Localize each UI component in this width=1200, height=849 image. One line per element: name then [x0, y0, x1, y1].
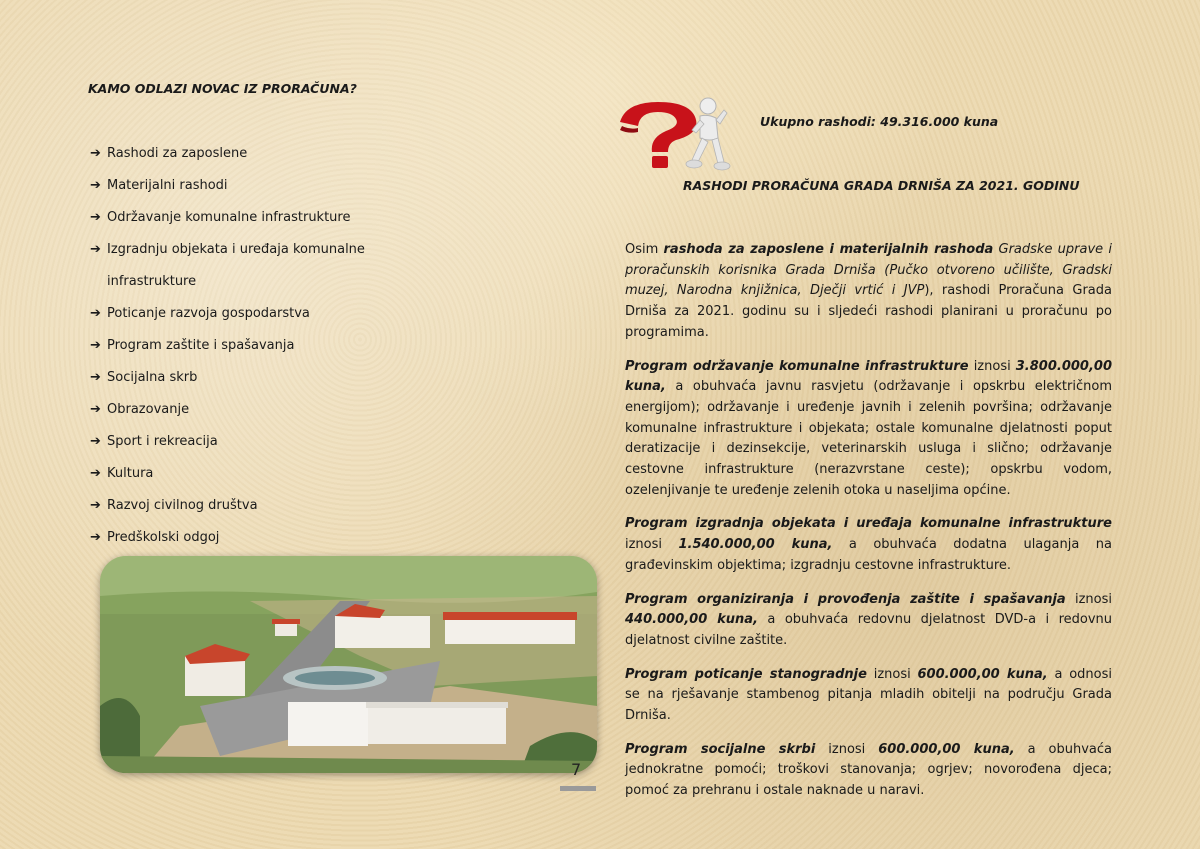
arrow-right-icon: ➔: [90, 146, 101, 161]
list-item: ➔ Izgradnju objekata i uređaja komunalne: [90, 239, 365, 271]
page-number: 7: [571, 760, 582, 779]
arrow-right-icon: ➔: [90, 370, 101, 385]
arrow-right-icon: ➔: [90, 498, 101, 513]
arrow-right-icon: ➔: [90, 466, 101, 481]
water-treatment-plant-photo: [100, 556, 597, 773]
list-item: ➔ Program zaštite i spašavanja: [90, 335, 365, 367]
list-item: ➔ Razvoj civilnog društva: [90, 495, 365, 527]
list-item: ➔ Održavanje komunalne infrastrukture: [90, 207, 365, 239]
list-item: ➔ Poticanje razvoja gospodarstva: [90, 303, 365, 335]
list-item: ➔ Rashodi za zaposlene: [90, 143, 365, 175]
paragraph-program: Program socijalne skrbi iznosi 600.000,00 kuna, a obuhvaća jednokratne pomoći; troškovi stanovanja; ogrjev; novorođena djeca; pomoć za prehranu i ostale naknade u naravi.: [625, 741, 1112, 799]
arrow-right-icon: ➔: [90, 210, 101, 225]
question-mark-figure-icon: [612, 96, 732, 174]
paragraph-program: Program poticanje stanogradnje iznosi 600.000,00 kuna, a odnosi se na rješavanje stambenog pitanja mladih obitelji na području Grada Drniša.: [625, 666, 1113, 724]
list-item: ➔ Sport i rekreacija: [90, 431, 365, 463]
list-item: ➔ Predškolski odgoj: [90, 527, 365, 559]
page-number-bar: [560, 786, 596, 791]
program-list: [90, 143, 365, 559]
list-item: ➔ Socijalna skrb: [90, 367, 365, 399]
list-item: ➔ Obrazovanje: [90, 399, 365, 431]
paragraph-intro: Osim rashoda za zaposlene i materijalnih rashoda Gradske uprave i proračunskih korisnika Grada Drniša (Pučko otvoreno učilište, Gradski muzej, Narodna knjižnica, Dječji vrtić i JVP), rashodi Proračuna Grada Drniša za 2021. godinu su i sljedeći rashodi planirani u proračunu po programima.: [625, 242, 1112, 340]
paragraph-program: Program izgradnja objekata i uređaja komunalne infrastrukture iznosi 1.540.000,00 kuna, a obuhvaća dodatna ulaganja na građevinskim objektima; izgradnju cestovne infrastrukture.: [625, 516, 1112, 573]
arrow-right-icon: ➔: [90, 402, 101, 417]
left-title: KAMO ODLAZI NOVAC IZ PRORAČUNA?: [88, 81, 357, 96]
arrow-right-icon: ➔: [90, 242, 101, 257]
paragraph-program: Program organiziranja i provođenja zaštite i spašavanja iznosi 440.000,00 kuna, a obuhvaća redovnu djelatnost DVD-a i redovnu djelatnost civilne zaštite.: [625, 591, 1113, 648]
list-item: ➔ Materijalni rashodi: [90, 175, 365, 207]
list-item: ➔ Kultura: [90, 463, 365, 495]
arrow-right-icon: ➔: [90, 434, 101, 449]
body-text: [625, 240, 1112, 815]
paragraph-program: Program održavanje komunalne infrastrukture iznosi 3.800.000,00 kuna, a obuhvaća javnu rasvjetu (održavanje i opskrbu električnom energijom); održavanje i uređenje javnih i zelenih površina; održavanje komunalne infrastrukture i objekata; ostale komunalne djelatnosti poput deratizacije i dezinsekcije, veterinarskih usluga i slično; održavanje cestovne infrastrukture (nerazvrstane ceste); opskrbu vodom, ozelenjivanje te uređenje zelenih otoka u naseljima općine.: [625, 358, 1112, 498]
arrow-right-icon: ➔: [90, 306, 101, 321]
list-item-continuation: infrastrukture: [107, 274, 197, 289]
arrow-right-icon: ➔: [90, 178, 101, 193]
section-heading: RASHODI PRORAČUNA GRADA DRNIŠA ZA 2021. GODINU: [683, 178, 1080, 193]
total-expenditure: Ukupno rashodi: 49.316.000 kuna: [760, 114, 999, 129]
arrow-right-icon: ➔: [90, 338, 101, 353]
arrow-right-icon: ➔: [90, 530, 101, 545]
